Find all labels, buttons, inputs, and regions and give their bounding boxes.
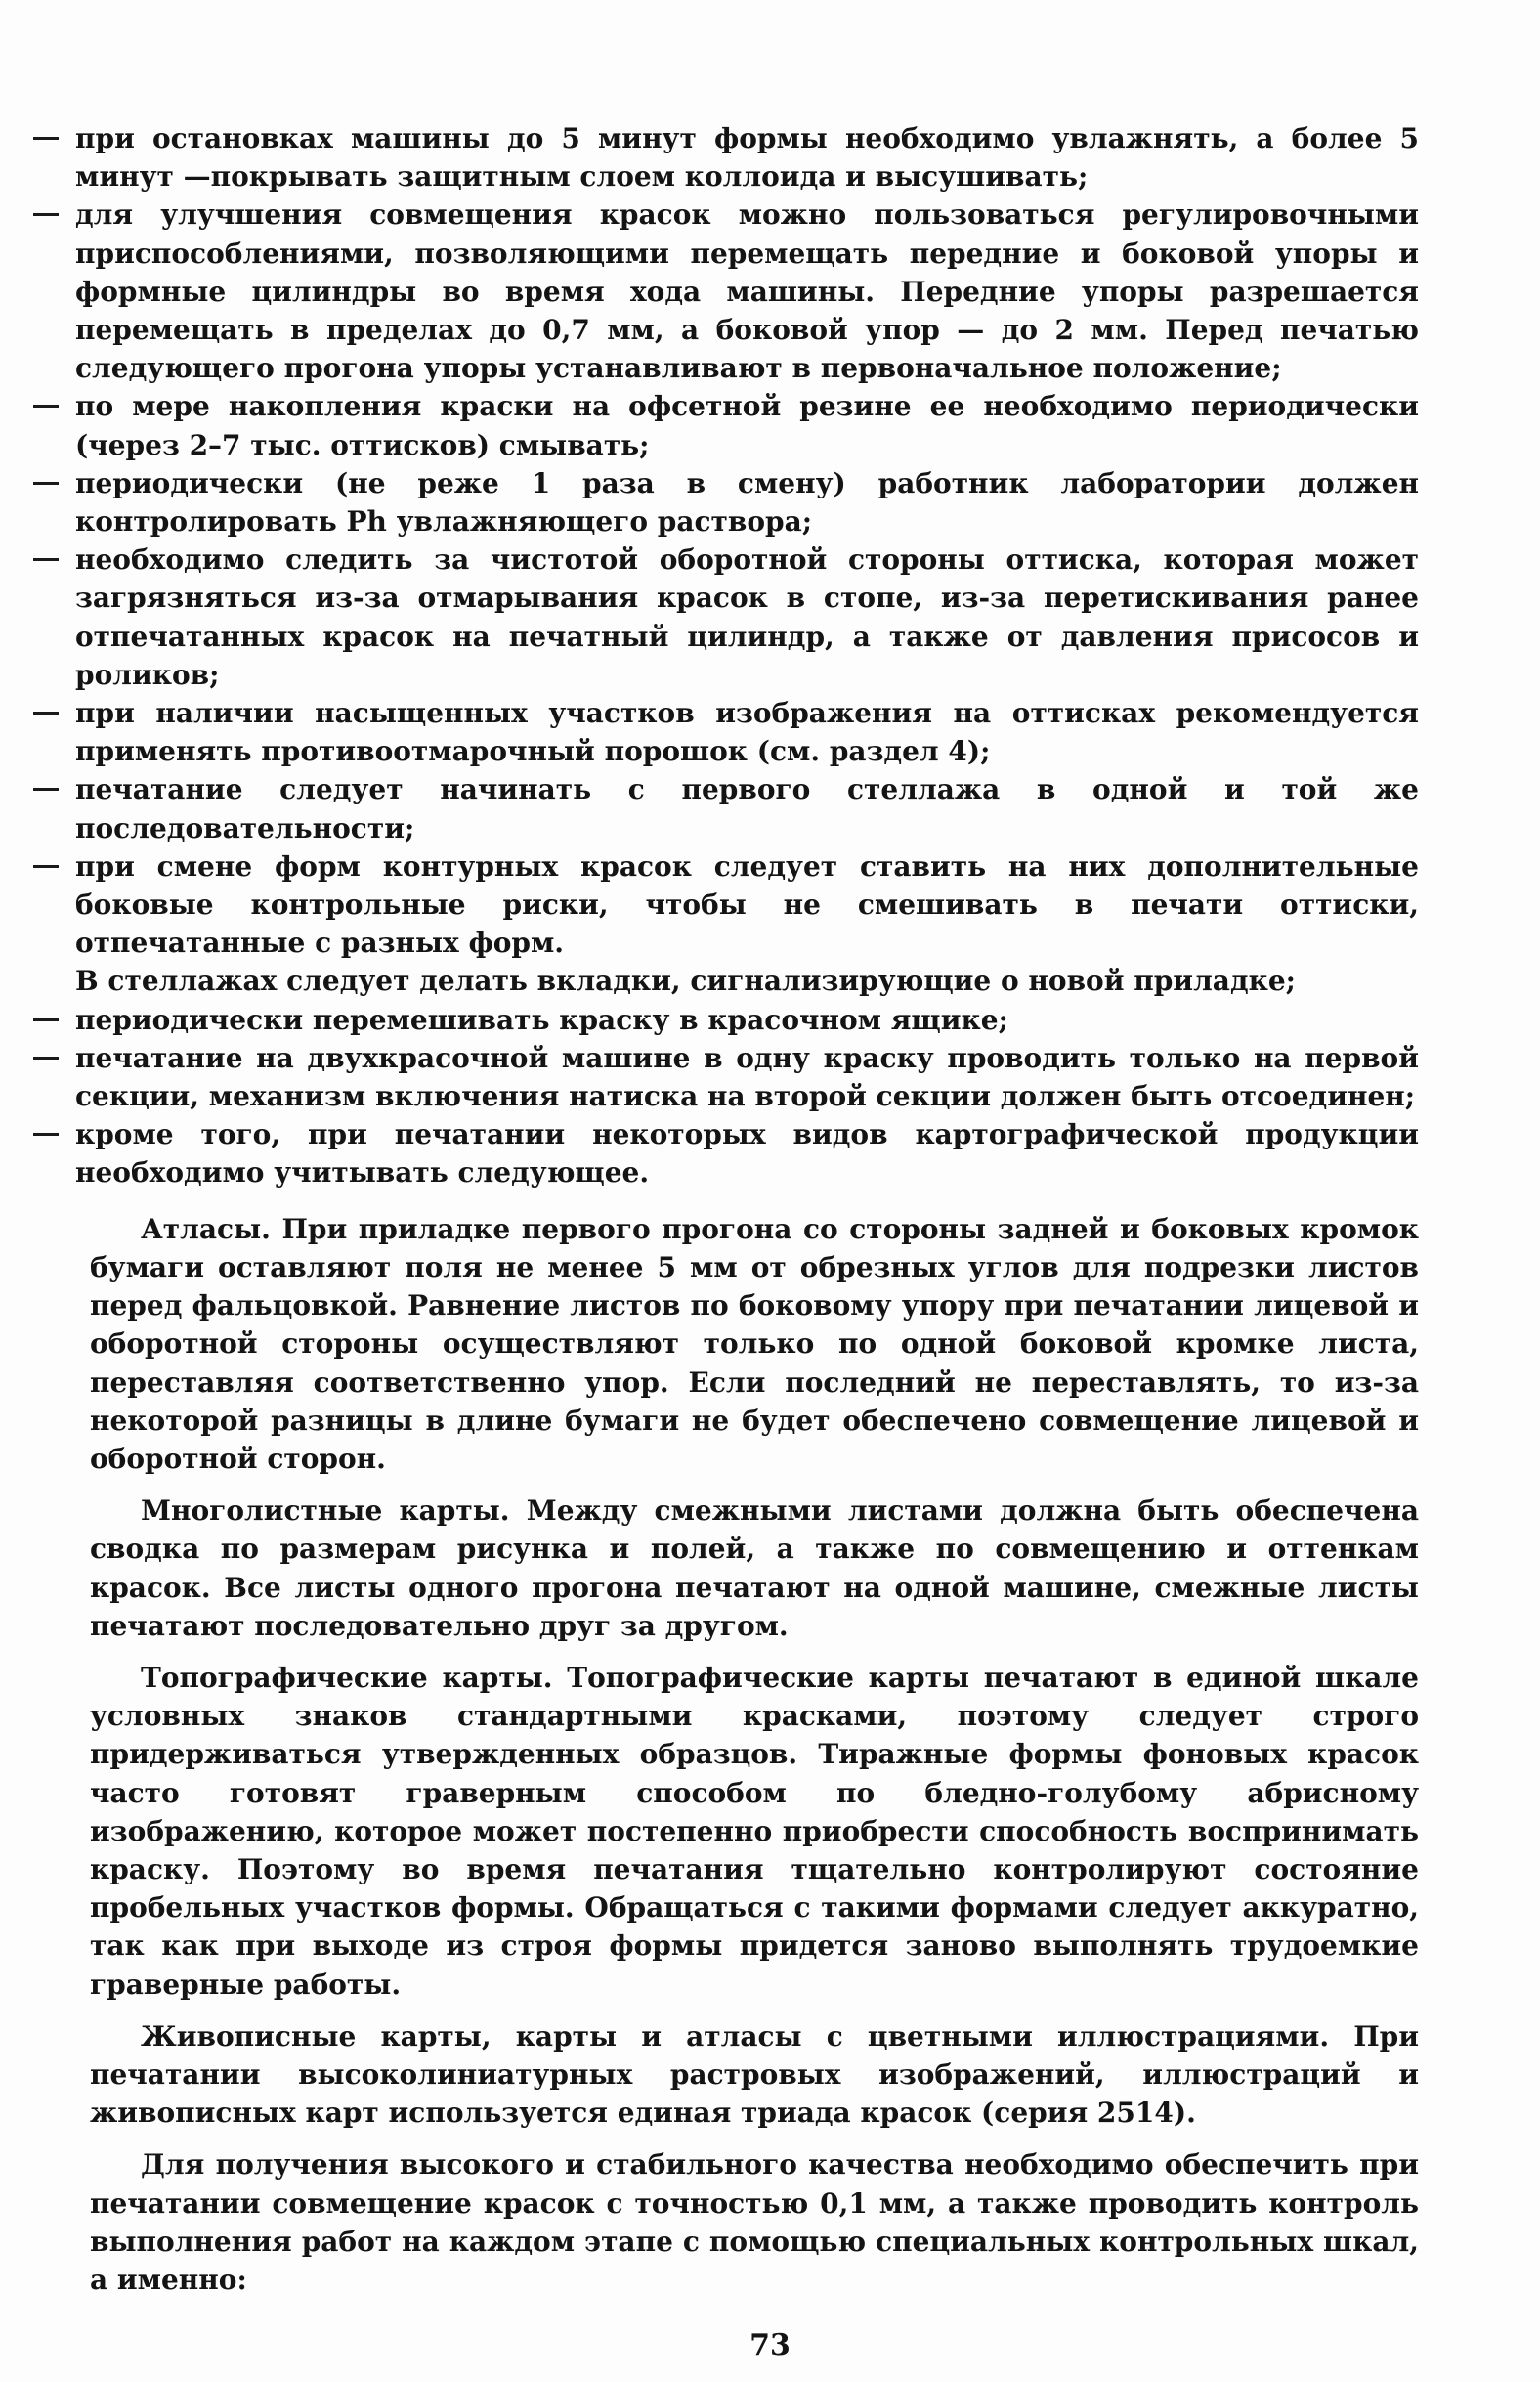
list-item-text: периодически перемешивать краску в красочном ящике; [75,1003,1008,1036]
paragraph-quality-control: Для получения высокого и стабильного качества необходимо обеспечить при печатании совмещение красок с точностью 0,1 мм, а также проводить контроль выполнения работ на каждом этапе с помощью специальных контрольных шкал, а именно: [90,2148,1419,2296]
list-item-text: для улучшения совмещения красок можно пользоваться регулировочными приспособлениями, позволяющими перемещать передние и боковой упоры и формные цилиндры во время хода машины. Передние упоры разрешается перемещать в пределах до 0,7 мм, а боковой упор — до 2 мм. Перед печатью следующего прогона упоры устанавливают в первоначальное положение; [75,198,1419,385]
paragraph-multisheet-maps: Многолистные карты. Между смежными листами должна быть обеспечена сводка по размерам рисунка и полей, а также по совмещению и оттенкам красок. Все листы одного прогона печатают на одной машине, смежные листы печатают последовательно друг за другом. [90,1494,1419,1642]
paragraph-atlases: Атласы. При приладке первого прогона со стороны задней и боковых кромок бумаги оставляют поля не менее 5 мм от обрезных углов для подрезки листов перед фальцовкой. Равнение листов по боковому упору при печатании лицевой и оборотной стороны осуществляют только по одной боковой кромке листа, переставляя соответственно упор. Если последний не переставлять, то из-за некоторой разницы в длине бумаги не будет обеспечено совмещение лицевой и оборотной сторон. [90,1212,1419,1475]
list-item [31,541,1419,694]
list-item-text: при наличии насыщенных участков изображения на оттисках рекомендуется применять противоотмарочный порошок (см. раздел 4); [75,697,1419,768]
list-item-text: печатание на двухкрасочной машине в одну краску проводить только на первой секции, механизм включения натиска на второй секции должен быть отсоединен; [75,1041,1419,1113]
list-item-text: кроме того, при печатании некоторых видов картографической продукции необходимо учитывать следующее. [75,1118,1419,1190]
list-item [31,1001,1419,1039]
list-item-text: при смене форм контурных красок следует ставить на них дополнительные боковые контрольные риски, чтобы не смешивать в печати оттиски, отпечатанные с разных форм. [75,849,1419,960]
list-item-text: периодически (не реже 1 раза в смену) работник лаборатории должен контролировать Ph увлажняющего раствора; [75,466,1419,539]
list-item-text: печатание следует начинать с первого стеллажа в одной и той же последовательности; [75,773,1419,845]
list-item-text: при остановках машины до 5 минут формы необходимо увлажнять, а более 5 минут —покрывать защитным слоем коллоида и высушивать; [75,122,1419,194]
list-item [31,770,1419,846]
stack-insert-note: В стеллажах следует делать вкладки, сигнализирующие о новой приладке; [75,965,1296,998]
list-item [31,694,1419,770]
body-text [31,119,1419,2299]
list-item [31,847,1419,963]
list-item [31,464,1419,541]
list-item-text: необходимо следить за чистотой оборотной стороны оттиска, которая может загрязняться из-за отмарывания красок в стопе, из-за перетискивания ранее отпечатанных красок на печатный цилиндр, а также от давления присосов и роликов; [75,543,1419,691]
list-item-text: по мере накопления краски на офсетной резине ее необходимо периодически (через 2–7 тыс. оттисков) смывать; [75,390,1419,461]
page-number: 73 [749,2328,791,2362]
paragraph-pictorial-maps: Живописные карты, карты и атласы с цветными иллюстрациями. При печатании высоколиниатурных растровых изображений, иллюстраций и живописных карт используется единая триада красок (серия 2514). [90,2019,1419,2130]
list-item [31,119,1419,195]
list-item [31,1039,1419,1115]
paragraph-topographic-maps: Топографические карты. Топографические карты печатают в единой шкале условных знаков стандартными красками, поэтому следует строго придерживаться утвержденных образцов. Тиражные формы фоновых красок часто готовят граверным способом по бледно-голубому абрисному изображению, которое может постепенно приобрести способность воспринимать краску. Поэтому во время печатания тщательно контролируют состояние пробельных участков формы. Обращаться с такими формами следует аккуратно, так как при выходе из строя формы придется заново выполнять трудоемкие граверные работы. [90,1661,1419,2001]
list-item [31,195,1419,387]
list-item [31,387,1419,463]
list-item [31,1115,1419,1191]
